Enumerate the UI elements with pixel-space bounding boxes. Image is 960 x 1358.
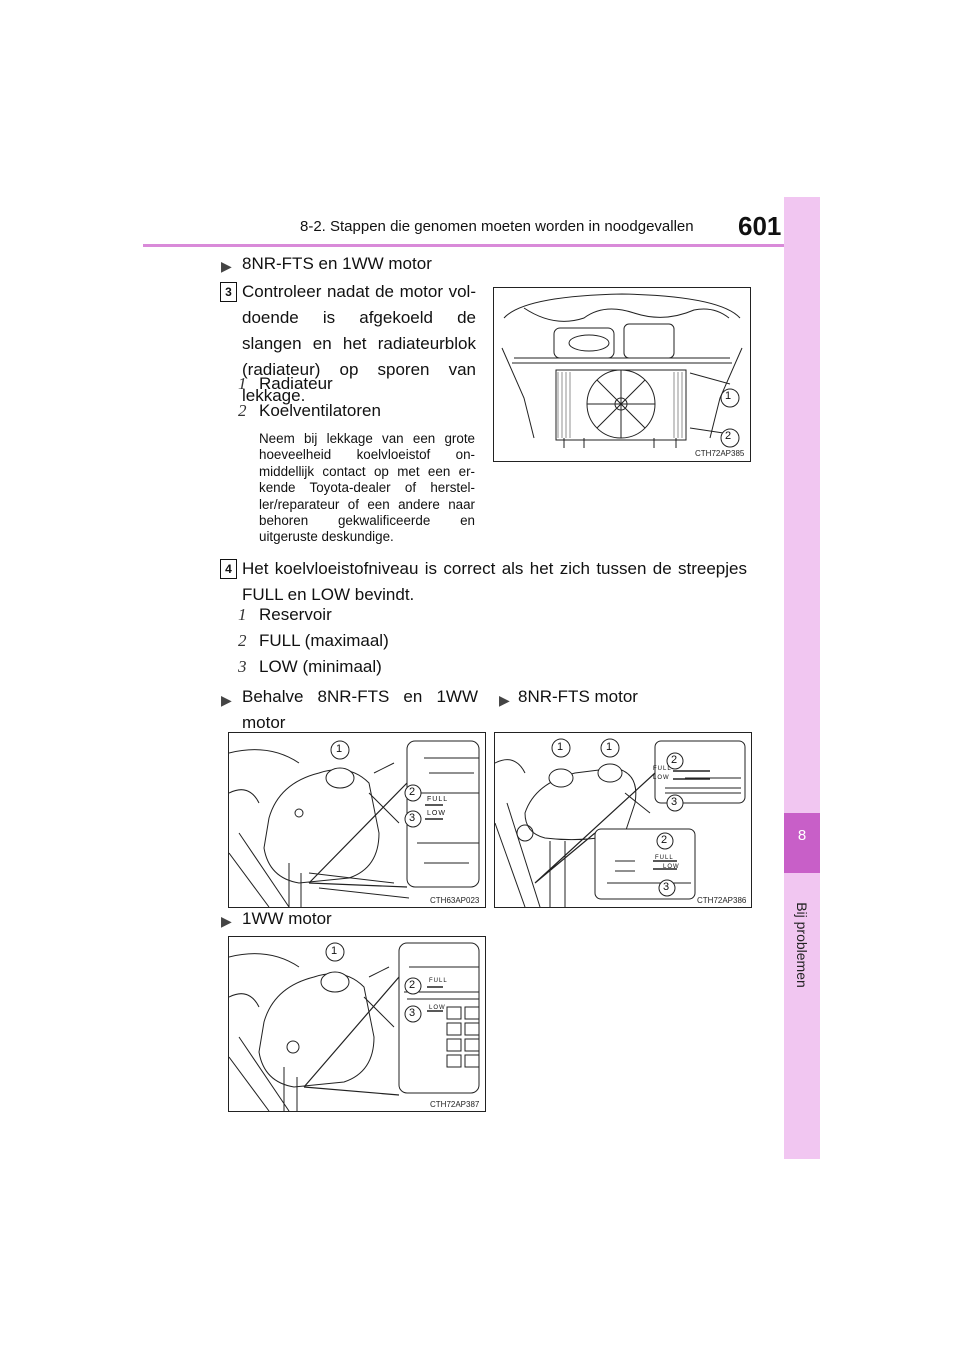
low-mark-label: LOW — [663, 864, 680, 870]
reservoir-illustration-right — [495, 733, 751, 907]
item-number: 1 — [238, 605, 247, 624]
variant-heading: 8NR-FTS en 1WW motor — [242, 254, 432, 273]
figure-callout: 1 — [606, 741, 613, 753]
item-number: 3 — [238, 657, 247, 676]
step-4-text: Het koelvloeistofniveau is correct als het zich tussen de streepjes FULL en LOW bevindt. — [242, 559, 747, 604]
engine-bay-figure — [493, 287, 751, 462]
arrow-right-icon: ▶ — [221, 258, 232, 274]
figure-code: CTH72AP387 — [430, 1100, 480, 1109]
figure-callout: 1 — [725, 390, 732, 402]
chapter-title: Bij problemen — [794, 902, 810, 988]
item-label-koelventilatoren: Koelventilatoren — [259, 401, 381, 420]
arrow-right-icon: ▶ — [221, 692, 232, 708]
low-mark-label: LOW — [429, 1005, 446, 1011]
figure-code: CTH72AP386 — [697, 896, 747, 905]
figure-callout: 1 — [557, 741, 564, 753]
chapter-side-tab — [784, 197, 820, 1159]
figure-callout: 3 — [409, 812, 416, 824]
reservoir-illustration-bottom — [229, 937, 485, 1111]
section-title: 8-2. Stappen die genomen moeten worden in noodgevallen — [300, 218, 694, 235]
full-mark-label: FULL — [427, 796, 449, 803]
arrow-right-icon: ▶ — [221, 913, 232, 929]
figure-code: CTH72AP385 — [695, 449, 745, 458]
item-number: 2 — [238, 631, 247, 650]
figure-callout: 2 — [661, 834, 668, 846]
figure-heading-right: 8NR-FTS motor — [518, 687, 638, 706]
arrow-right-icon: ▶ — [499, 692, 510, 708]
figure-callout: 2 — [671, 754, 678, 766]
full-mark-label: FULL — [653, 766, 672, 772]
item-label-reservoir: Reservoir — [259, 605, 332, 624]
header-rule — [143, 244, 819, 247]
item-label-full: FULL (maximaal) — [259, 631, 389, 650]
figure-callout: 2 — [725, 430, 732, 442]
figure-heading-bottom: 1WW motor — [242, 909, 332, 928]
chapter-title-tab — [784, 885, 820, 1005]
figure-callout: 3 — [663, 881, 670, 893]
step-3-text: Controleer nadat de motor vol-doende is afgekoeld de slangen en het radiateurblok (radiateur) op sporen van lekkage. — [242, 282, 476, 405]
low-mark-label: LOW — [653, 775, 670, 781]
figure-callout: 3 — [409, 1007, 416, 1019]
item-label-radiateur: Radiateur — [259, 374, 333, 393]
figure-heading-left: Behalve 8NR-FTS en 1WW motor — [242, 687, 478, 732]
figure-code: CTH63AP023 — [430, 896, 480, 905]
figure-callout: 3 — [671, 796, 678, 808]
chapter-number: 8 — [797, 827, 807, 844]
figure-callout: 1 — [331, 945, 338, 957]
low-mark-label: LOW — [427, 810, 446, 817]
item-number: 2 — [238, 401, 247, 420]
reservoir-illustration-left — [229, 733, 485, 907]
item-number: 1 — [238, 374, 247, 393]
full-mark-label: FULL — [655, 855, 674, 861]
reservoir-figure-left — [228, 732, 486, 908]
figure-callout: 1 — [336, 743, 343, 755]
reservoir-figure-bottom — [228, 936, 486, 1112]
step-number-badge: 4 — [220, 559, 237, 579]
step-number-badge: 3 — [220, 282, 237, 302]
leak-note: Neem bij lekkage van een grote hoeveelheid koelvloeistof on-middellijk contact op met een er-kende Toyota-dealer of herstel-ler/reparateur of een andere naar behoren gekwalificeerde en uitgeruste deskundige. — [259, 431, 475, 545]
reservoir-figure-right — [494, 732, 752, 908]
figure-callout: 2 — [409, 979, 416, 991]
figure-callout: 2 — [409, 786, 416, 798]
engine-bay-illustration — [494, 288, 750, 461]
item-label-low: LOW (minimaal) — [259, 657, 382, 676]
full-mark-label: FULL — [429, 978, 448, 984]
page-number: 601 — [738, 211, 782, 241]
